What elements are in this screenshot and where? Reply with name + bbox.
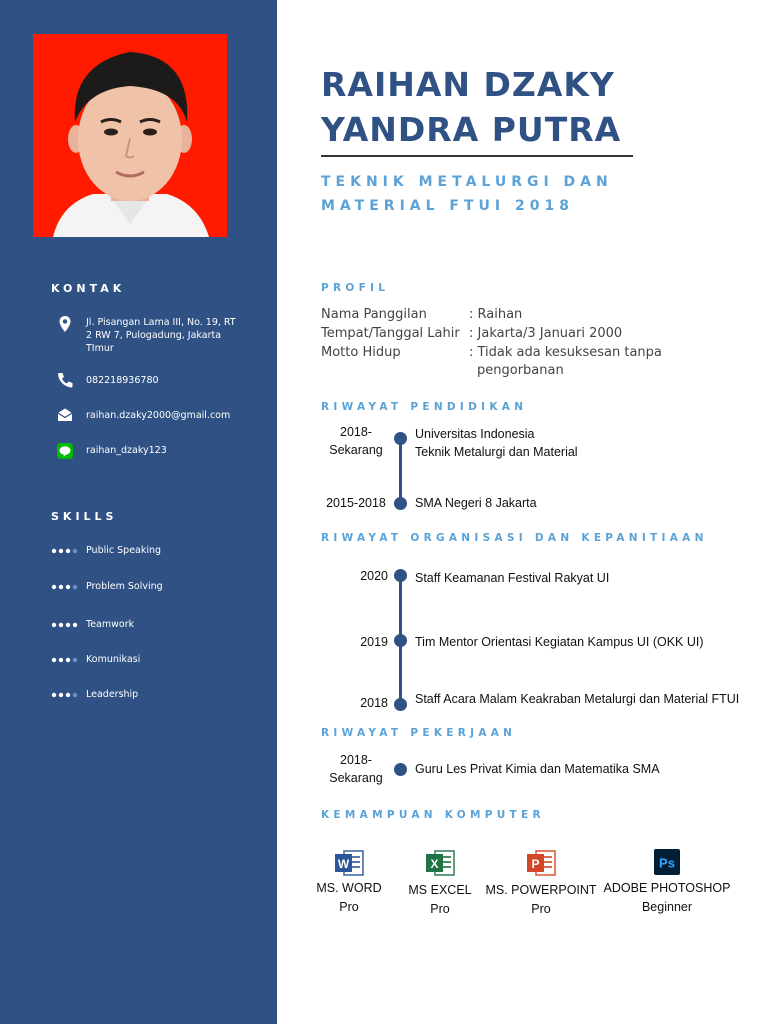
skill-dot-empty xyxy=(73,658,77,662)
skill-dot-filled xyxy=(52,623,56,627)
organization-year: 2019 xyxy=(360,635,388,649)
skill-dot-filled xyxy=(66,549,70,553)
skill-label: Leadership xyxy=(86,689,139,700)
skill-dot-filled xyxy=(66,693,70,697)
contact-line-id: raihan_dzaky123 xyxy=(86,445,167,456)
skill-dot-filled xyxy=(66,658,70,662)
timeline-dot xyxy=(394,497,407,510)
work-year: 2018- Sekarang xyxy=(329,753,383,785)
computer-skills-heading: KEMAMPUAN KOMPUTER xyxy=(321,809,545,821)
profile-value-birth: : Jakarta/3 Januari 2000 xyxy=(469,326,623,341)
skill-dot-filled xyxy=(52,585,56,589)
skill-dot-empty xyxy=(73,549,77,553)
contact-address: Jl. Pisangan Lama III, No. 19, RT 2 RW 7, Pulogadung, Jakarta TImur xyxy=(86,317,236,354)
skill-dot-filled xyxy=(52,549,56,553)
word-icon xyxy=(333,848,365,878)
software-name: MS EXCEL xyxy=(408,883,472,897)
skill-dot-filled xyxy=(59,549,63,553)
skill-dot-filled xyxy=(73,623,77,627)
timeline-dot xyxy=(394,698,407,711)
contact-heading: KONTAK xyxy=(51,282,126,295)
profile-photo xyxy=(33,34,227,237)
software-name: MS. POWERPOINT xyxy=(485,883,597,897)
software-level: Pro xyxy=(339,900,359,914)
powerpoint-icon xyxy=(525,848,557,878)
skill-dot-filled xyxy=(52,693,56,697)
skill-level-dots xyxy=(51,547,81,555)
skill-dot-filled xyxy=(59,623,63,627)
software-level: Pro xyxy=(430,902,450,916)
organization-heading: RIWAYAT ORGANISASI DAN KEPANITIAAN xyxy=(321,532,708,544)
svg-text:P: P xyxy=(531,857,540,871)
organization-year: 2020 xyxy=(360,569,388,583)
svg-text:X: X xyxy=(430,857,439,871)
location-pin-icon xyxy=(56,315,74,333)
contact-email: raihan.dzaky2000@gmail.com xyxy=(86,410,231,421)
name-divider xyxy=(321,155,633,157)
software-name: MS. WORD xyxy=(316,881,382,895)
education-entry: Universitas Indonesia Teknik Metalurgi dan Material xyxy=(415,427,578,459)
skill-level-dots xyxy=(51,583,81,591)
software-name: ADOBE PHOTOSHOP xyxy=(603,881,731,895)
skill-dot-empty xyxy=(73,693,77,697)
mail-icon xyxy=(56,406,74,424)
education-timeline-line xyxy=(399,438,402,504)
timeline-dot xyxy=(394,763,407,776)
organization-entry: Tim Mentor Orientasi Kegiatan Kampus UI (OKK UI) xyxy=(415,635,704,649)
education-heading: RIWAYAT PENDIDIKAN xyxy=(321,401,528,413)
full-name: RAIHAN DZAKY YANDRA PUTRA xyxy=(321,65,622,149)
profile-label-motto: Motto Hidup xyxy=(321,345,401,360)
organization-entry: Staff Keamanan Festival Rakyat UI xyxy=(415,571,610,585)
skill-dot-filled xyxy=(59,693,63,697)
skill-label: Problem Solving xyxy=(86,581,163,592)
line-app-icon xyxy=(56,442,74,460)
skill-label: Komunikasi xyxy=(86,654,141,665)
skill-level-dots xyxy=(51,656,81,664)
skill-level-dots xyxy=(51,691,81,699)
skill-dot-filled xyxy=(66,585,70,589)
timeline-dot xyxy=(394,432,407,445)
subtitle: TEKNIK METALURGI DAN MATERIAL FTUI 2018 xyxy=(321,174,613,214)
photoshop-icon xyxy=(651,848,683,878)
timeline-dot xyxy=(394,634,407,647)
timeline-dot xyxy=(394,569,407,582)
organization-year: 2018 xyxy=(360,696,388,710)
software-label xyxy=(602,879,732,917)
work-entry: Guru Les Privat Kimia dan Matematika SMA xyxy=(415,762,660,776)
work-heading: RIWAYAT PEKERJAAN xyxy=(321,727,517,739)
skill-dot-filled xyxy=(59,658,63,662)
phone-icon xyxy=(56,371,74,389)
skill-dot-filled xyxy=(66,623,70,627)
profile-value-nickname: : Raihan xyxy=(469,307,523,322)
profile-label-birth: Tempat/Tanggal Lahir xyxy=(321,326,460,341)
skill-level-dots xyxy=(51,621,81,629)
software-label xyxy=(476,881,606,919)
skill-label: Public Speaking xyxy=(86,545,162,556)
education-year: 2018- Sekarang xyxy=(329,425,383,457)
contact-phone: 082218936780 xyxy=(86,375,159,386)
software-level: Pro xyxy=(531,902,551,916)
education-year: 2015-2018 xyxy=(326,496,386,510)
skills-heading: SKILLS xyxy=(51,510,118,523)
skill-dot-filled xyxy=(52,658,56,662)
organization-entry: Staff Acara Malam Keakraban Metalurgi dan Material FTUI xyxy=(415,692,740,706)
skill-dot-empty xyxy=(73,585,77,589)
skill-label: Teamwork xyxy=(86,619,135,630)
excel-icon xyxy=(424,848,456,878)
education-entry: SMA Negeri 8 Jakarta xyxy=(415,496,537,510)
profile-heading: PROFIL xyxy=(321,282,390,294)
profile-label-nickname: Nama Panggilan xyxy=(321,307,427,322)
skill-dot-filled xyxy=(59,585,63,589)
profile-value-motto: : Tidak ada kesuksesan tanpa pengorbanan xyxy=(469,345,662,378)
svg-text:W: W xyxy=(337,857,350,871)
software-level: Beginner xyxy=(641,900,693,914)
svg-text:Ps: Ps xyxy=(659,855,675,871)
